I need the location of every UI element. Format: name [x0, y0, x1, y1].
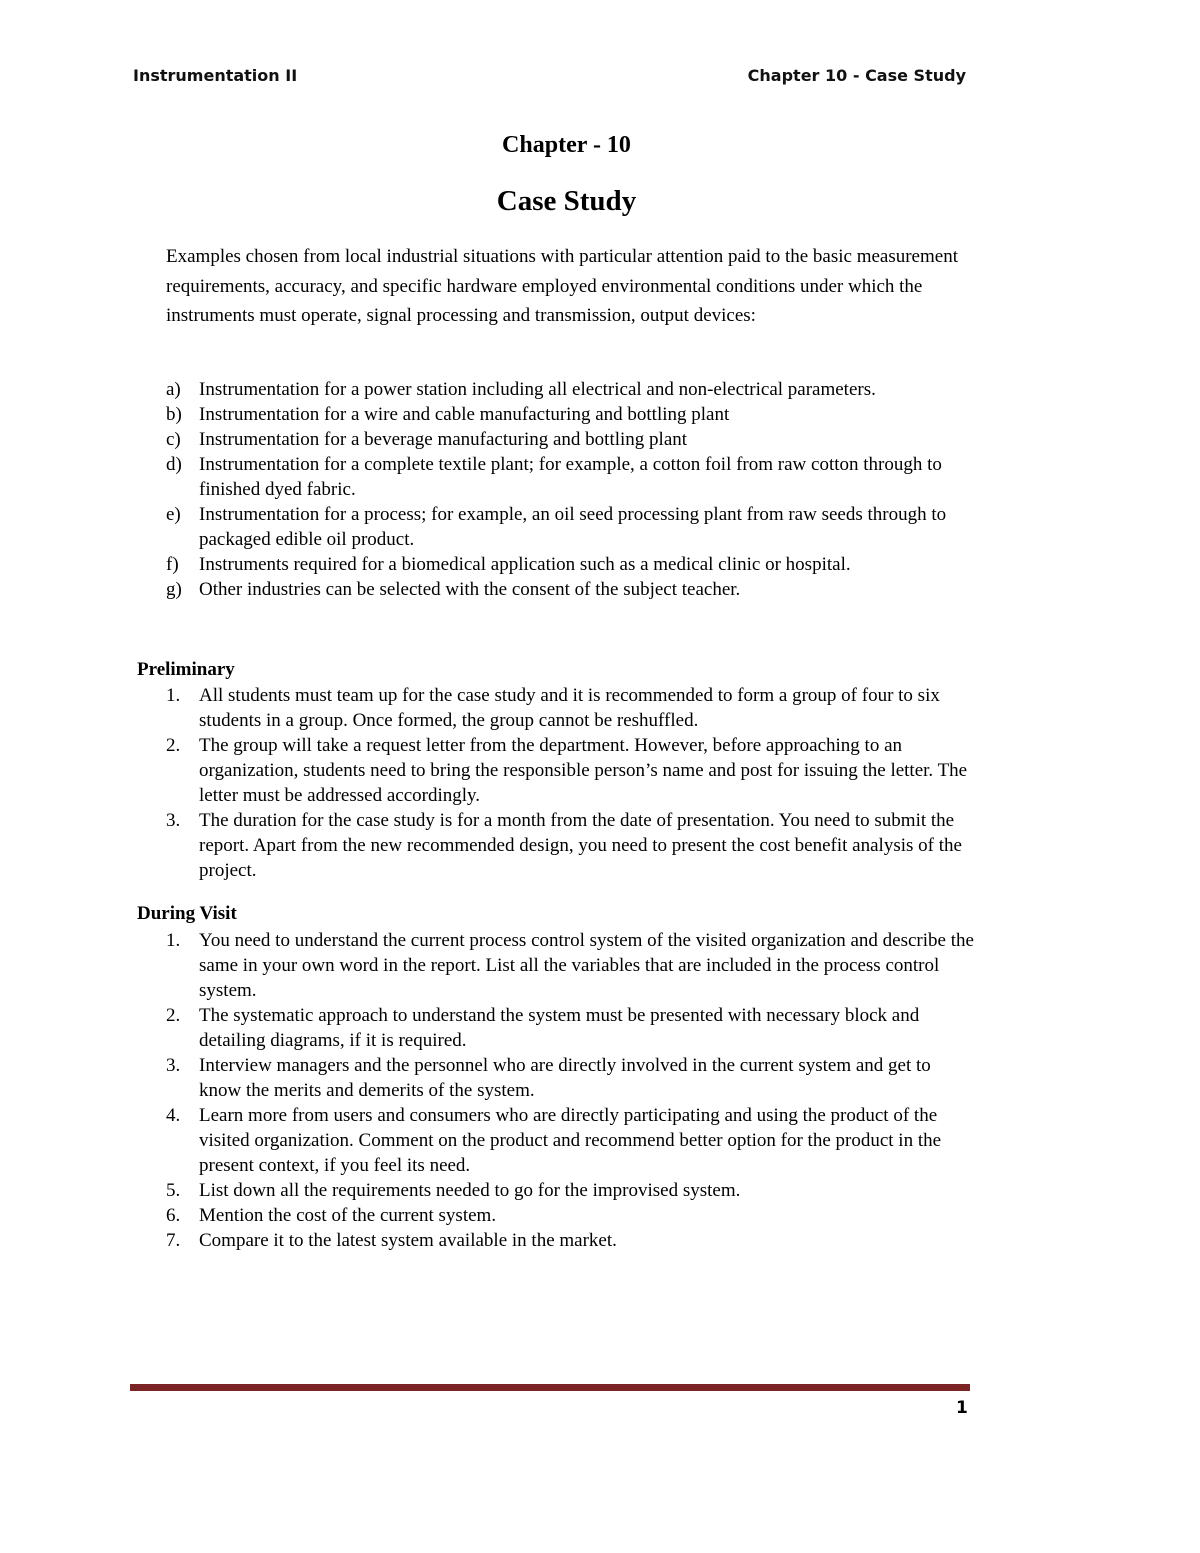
list-item [166, 733, 976, 808]
page-title: Case Study [496, 185, 637, 217]
list-marker: 2. [166, 735, 181, 756]
list-marker: 6. [166, 1205, 181, 1226]
list-item [166, 552, 976, 577]
list-item [166, 577, 976, 602]
list-marker: a) [166, 379, 181, 400]
header-course-title: Instrumentation II [133, 66, 298, 85]
list-item [166, 1053, 976, 1103]
list-item-text: Mention the cost of the current system. [199, 1205, 497, 1226]
list-item [166, 1228, 976, 1253]
list-item [166, 452, 976, 502]
list-item [166, 683, 976, 733]
list-item-text: List down all the requirements needed to go for the improvised system. [199, 1180, 741, 1201]
list-item-text: Instruments required for a biomedical application such as a medical clinic or hospital. [199, 554, 851, 575]
intro-paragraph: Examples chosen from local industrial situations with particular attention paid to the basic measurement requirements, accuracy, and specific hardware employed environmental conditions under which the instruments must operate, signal processing and transmission, output devices: [166, 246, 958, 326]
list-marker: f) [166, 554, 179, 575]
list-item-text: The systematic approach to understand the system must be presented with necessary block and detailing diagrams, if it is required. [199, 1005, 920, 1051]
list-item-text: Instrumentation for a beverage manufacturing and bottling plant [199, 429, 688, 450]
list-marker: b) [166, 404, 182, 425]
list-item-text: The duration for the case study is for a month from the date of presentation. You need to submit the report. Apart from the new recommended design, you need to present the cost benefit analysis of the project. [199, 810, 962, 881]
during-visit-list [166, 928, 976, 1253]
list-marker: 5. [166, 1180, 181, 1201]
list-item-text: You need to understand the current process control system of the visited organization and describe the same in your own word in the report. List all the variables that are included in the process control system. [199, 930, 974, 1001]
list-marker: 1. [166, 685, 181, 706]
header-chapter-title: Chapter 10 - Case Study [747, 66, 966, 85]
list-item [166, 1103, 976, 1178]
during-visit-heading: During Visit [137, 903, 237, 924]
list-item-text: Instrumentation for a power station including all electrical and non-electrical parameters. [199, 379, 876, 400]
list-item-text: The group will take a request letter from the department. However, before approaching to an organization, students need to bring the responsible person’s name and post for issuing the letter. The letter must be addressed accordingly. [199, 735, 968, 806]
list-item [166, 1178, 976, 1203]
examples-list [166, 377, 976, 602]
list-item-text: Instrumentation for a complete textile plant; for example, a cotton foil from raw cotton through to finished dyed fabric. [199, 454, 942, 500]
list-item [166, 808, 976, 883]
list-marker: 7. [166, 1230, 181, 1251]
list-item-text: Other industries can be selected with the consent of the subject teacher. [199, 579, 741, 600]
list-marker: 4. [166, 1105, 181, 1126]
list-item [166, 377, 976, 402]
list-item [166, 1203, 976, 1228]
page-number: 1 [956, 1398, 968, 1418]
list-item-text: Instrumentation for a wire and cable manufacturing and bottling plant [199, 404, 730, 425]
preliminary-list [166, 683, 976, 883]
list-item-text: Compare it to the latest system available in the market. [199, 1230, 617, 1251]
list-item [166, 502, 976, 552]
list-marker: 3. [166, 1055, 181, 1076]
footer-divider-bar [130, 1384, 970, 1391]
list-item [166, 1003, 976, 1053]
list-item-text: Instrumentation for a process; for example, an oil seed processing plant from raw seeds through to packaged edible oil product. [199, 504, 947, 550]
list-marker: 3. [166, 810, 181, 831]
list-marker: c) [166, 429, 181, 450]
list-marker: e) [166, 504, 181, 525]
list-item-text: Interview managers and the personnel who are directly involved in the current system and get to know the merits and demerits of the system. [199, 1055, 931, 1101]
list-item-text: All students must team up for the case study and it is recommended to form a group of four to six students in a group. Once formed, the group cannot be reshuffled. [199, 685, 940, 731]
list-item [166, 928, 976, 1003]
preliminary-heading: Preliminary [137, 659, 235, 680]
list-marker: 1. [166, 930, 181, 951]
list-marker: g) [166, 579, 182, 600]
list-item-text: Learn more from users and consumers who are directly participating and using the product of the visited organization. Comment on the product and recommend better option for the product in the present context, if you feel its need. [199, 1105, 942, 1176]
chapter-number-title: Chapter - 10 [502, 132, 631, 158]
list-marker: 2. [166, 1005, 181, 1026]
list-marker: d) [166, 454, 182, 475]
list-item [166, 402, 976, 427]
list-item [166, 427, 976, 452]
